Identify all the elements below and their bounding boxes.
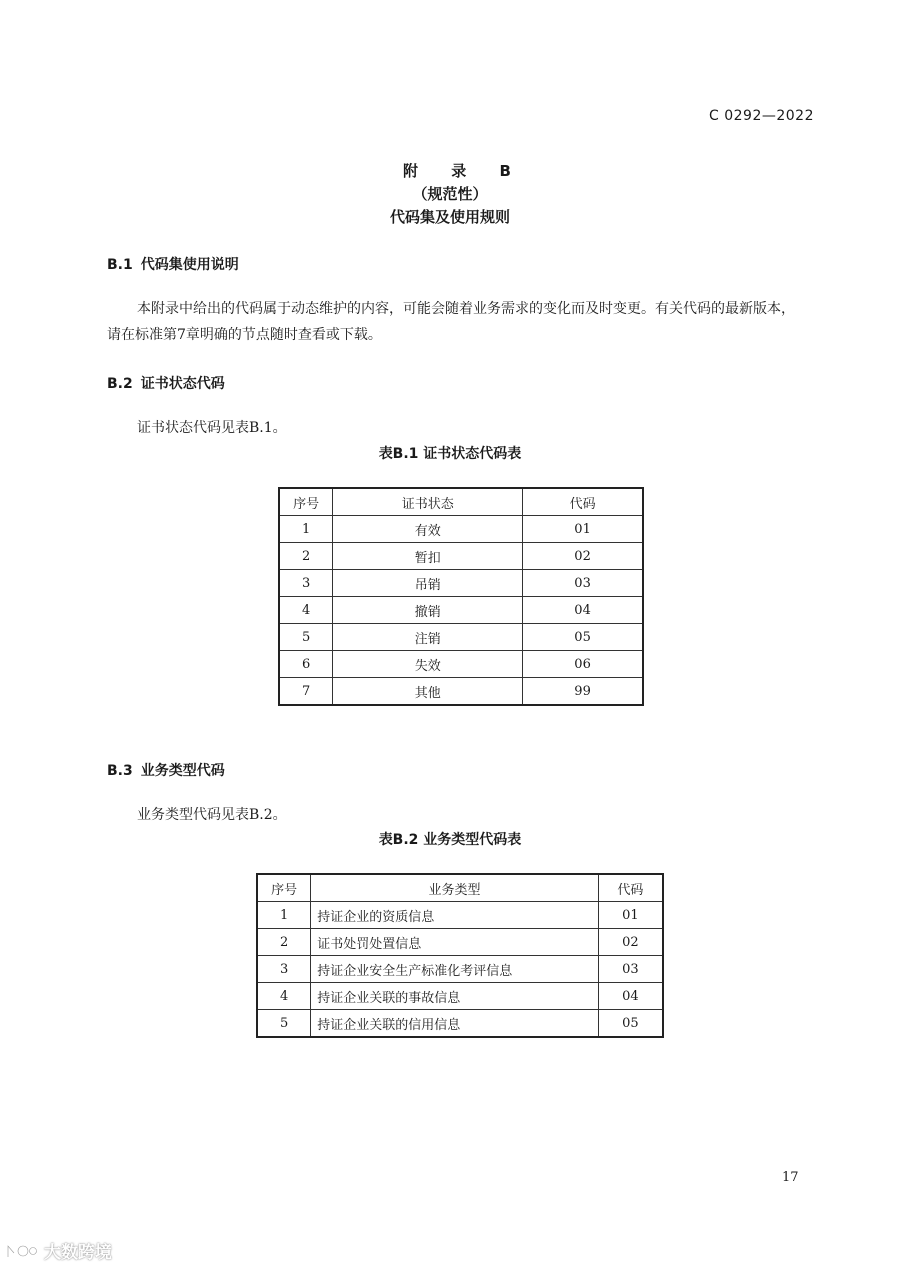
table-cell: 99 xyxy=(523,678,643,706)
section-b3-intro: 业务类型代码见表B.2。 xyxy=(137,807,287,823)
table-row xyxy=(279,651,643,678)
column-header: 序号 xyxy=(279,488,333,516)
section-b2-number: B.2 xyxy=(107,376,133,392)
table-row xyxy=(279,570,643,597)
table-row xyxy=(279,624,643,651)
table-cell: 持证企业的资质信息 xyxy=(311,902,598,929)
section-b3-number: B.3 xyxy=(107,763,133,779)
table-row xyxy=(279,597,643,624)
table-b1-caption: 表B.1 证书状态代码表 xyxy=(378,446,522,462)
watermark-text: 大数跨境 xyxy=(43,1243,112,1263)
table-row xyxy=(279,678,643,706)
table-cell: 04 xyxy=(598,983,663,1010)
column-header: 序号 xyxy=(257,874,311,902)
table-cell: 02 xyxy=(523,543,643,570)
table-cell: 3 xyxy=(279,570,333,597)
section-b2-title: 证书状态代码 xyxy=(140,376,225,392)
section-b2-heading xyxy=(107,373,225,393)
certificate-status-table xyxy=(278,487,644,706)
section-b1-title: 代码集使用说明 xyxy=(140,257,239,273)
appendix-nature: （规范性） xyxy=(412,185,488,203)
section-b3-title: 业务类型代码 xyxy=(140,763,225,779)
table-cell: 其他 xyxy=(333,678,523,706)
table-cell: 失效 xyxy=(333,651,523,678)
table-cell: 03 xyxy=(598,956,663,983)
table-cell: 持证企业关联的信用信息 xyxy=(311,1010,598,1038)
table-cell: 5 xyxy=(279,624,333,651)
table-row xyxy=(257,929,663,956)
column-header: 业务类型 xyxy=(311,874,598,902)
table-row xyxy=(257,983,663,1010)
section-b2-intro: 证书状态代码见表B.1。 xyxy=(137,420,287,436)
section-b1-number: B.1 xyxy=(107,257,133,273)
appendix-title: 附 录 B xyxy=(403,162,525,180)
table-cell: 证书处罚处置信息 xyxy=(311,929,598,956)
table-row xyxy=(257,1010,663,1038)
table-cell: 4 xyxy=(279,597,333,624)
table-row xyxy=(279,543,643,570)
business-type-table xyxy=(256,873,664,1038)
document-code: C 0292—2022 xyxy=(709,108,814,124)
table-cell: 撤销 xyxy=(333,597,523,624)
table-cell: 02 xyxy=(598,929,663,956)
table-header-row xyxy=(279,488,643,516)
section-b1-heading xyxy=(107,254,239,274)
table-cell: 05 xyxy=(598,1010,663,1038)
column-header: 代码 xyxy=(598,874,663,902)
table-cell: 2 xyxy=(279,543,333,570)
table-cell: 持证企业安全生产标准化考评信息 xyxy=(311,956,598,983)
table-cell: 01 xyxy=(598,902,663,929)
table-cell: 1 xyxy=(257,902,311,929)
table-cell: 4 xyxy=(257,983,311,1010)
table-cell: 03 xyxy=(523,570,643,597)
table-cell: 06 xyxy=(523,651,643,678)
column-header: 代码 xyxy=(523,488,643,516)
table-row xyxy=(257,956,663,983)
table-cell: 吊销 xyxy=(333,570,523,597)
section-b1-body: 本附录中给出的代码属于动态维护的内容，可能会随着业务需求的变化而及时变更。有关代码的最新版本，请在标准第7章明确的节点随时查看或下载。 xyxy=(107,301,795,343)
table-cell: 注销 xyxy=(333,624,523,651)
table-cell: 05 xyxy=(523,624,643,651)
table-cell: 01 xyxy=(523,516,643,543)
page-number: 17 xyxy=(782,1170,799,1185)
appendix-name: 代码集及使用规则 xyxy=(389,208,510,226)
table-cell: 有效 xyxy=(333,516,523,543)
column-header: 证书状态 xyxy=(333,488,523,516)
table-cell: 2 xyxy=(257,929,311,956)
watermark xyxy=(4,1238,112,1263)
table-row xyxy=(257,902,663,929)
table-row xyxy=(279,516,643,543)
section-b3-heading xyxy=(107,760,225,780)
watermark-logo-icon xyxy=(4,1241,38,1261)
table-cell: 暂扣 xyxy=(333,543,523,570)
table-cell: 3 xyxy=(257,956,311,983)
table-cell: 7 xyxy=(279,678,333,706)
table-cell: 6 xyxy=(279,651,333,678)
table-cell: 1 xyxy=(279,516,333,543)
table-header-row xyxy=(257,874,663,902)
table-b2-caption: 表B.2 业务类型代码表 xyxy=(378,832,522,848)
table-cell: 04 xyxy=(523,597,643,624)
table-cell: 持证企业关联的事故信息 xyxy=(311,983,598,1010)
table-cell: 5 xyxy=(257,1010,311,1038)
